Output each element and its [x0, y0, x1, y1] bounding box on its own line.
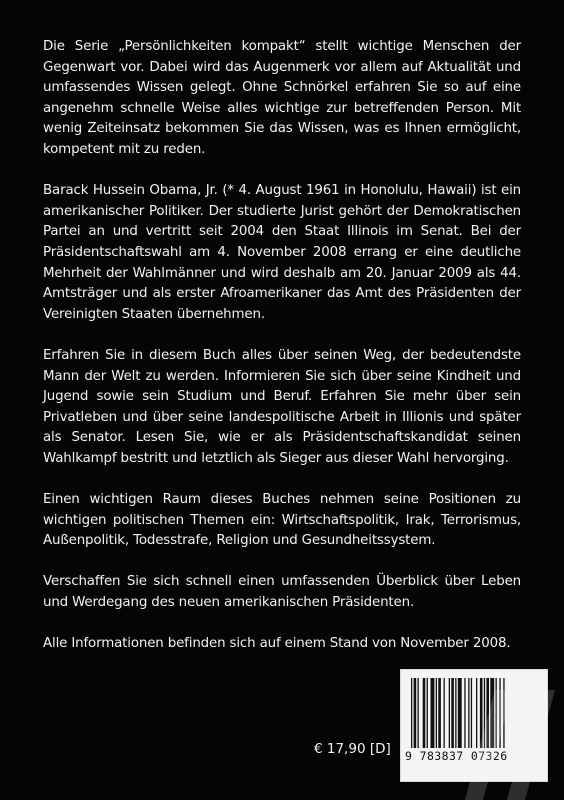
- barcode-bar: [464, 678, 465, 748]
- barcode-bar: [471, 678, 472, 748]
- barcode-bar: [411, 678, 412, 748]
- barcode-bar: [476, 678, 477, 748]
- blurb-text: [43, 37, 521, 675]
- barcode-bar: [431, 678, 435, 748]
- barcode-bar: [468, 678, 469, 748]
- blurb-paragraph-positions: Einen wichtigen Raum dieses Buches nehmen seine Positionen zu wichtigen politischen Themen ein: Wirtschaftspolitik, Irak, Terrorismus, Außenpolitik, Todesstrafe, Religion und Gesundheitssystem.: [43, 492, 521, 549]
- barcode-bar: [451, 678, 454, 748]
- price-label: € 17,90 [D]: [314, 741, 391, 757]
- barcode-bar: [436, 678, 437, 748]
- blurb-paragraph-overview: Verschaffen Sie sich schnell einen umfassenden Überblick über Leben und Werdegang des neuen amerikanischen Präsidenten.: [43, 574, 521, 611]
- barcode-bar: [427, 678, 428, 748]
- blurb-paragraph-series: Die Serie „Persönlichkeiten kompakt“ stellt wichtige Menschen der Gegenwart vor. Dabei wird das Augenmerk vor allem auf Aktualität und umfassendes Wissen gelegt. Ohne Schnörkel erfahren Sie so auf eine angenehm schnelle Weise alles wichtige zur betreffenden Person. Mit wenig Zeiteinsatz bekommen Sie das Wissen, was es Ihnen ermöglicht, kompetent mit zu reden.: [43, 39, 521, 157]
- barcode-bar: [499, 678, 500, 748]
- blurb-paragraph-date: Alle Informationen befinden sich auf einem Stand von November 2008.: [43, 636, 511, 652]
- blurb-paragraph-contents: Erfahren Sie in diesem Buch alles über seinen Weg, der bedeutendste Mann der Welt zu werden. Informieren Sie sich über seine Kindheit und Jugend sowie sein Studium und Beruf. Erfahren Sie mehr über sein Privatleben und über seine landespolitische Arbeit in Illionis und später als Senator. Lesen Sie, wie er als Präsidentschaftskandidat seinen Wahlkampf bestritt und letztlich als Sieger aus dieser Wahl hervorging.: [43, 347, 521, 466]
- barcode-bar: [423, 678, 426, 748]
- blurb-paragraph-biography: Barack Hussein Obama, Jr. (* 4. August 1961 in Honolulu, Hawaii) ist ein amerikanischer Politiker. Der studierte Jurist gehört der Demokratischen Partei an und vertritt seit 2004 den Staat Illinois im Senat. Bei der Präsidentschaftswahl am 4. November 2008 errang er eine deutliche Mehrheit der Wahlmänner und wird deshalb am 20. Januar 2009 als 44. Amtsträger und als erster Afroamerikaner das Amt des Präsidenten der Vereinigten Staaten übernehmen.: [43, 183, 521, 322]
- barcode-label: [401, 670, 547, 781]
- isbn-barcode: [409, 678, 539, 748]
- barcode-bar: [496, 678, 497, 748]
- barcode-bar: [449, 678, 450, 748]
- barcode-bar: [418, 678, 419, 748]
- barcode-bar: [414, 678, 417, 748]
- barcode-bar: [484, 678, 485, 748]
- barcode-bar: [444, 678, 445, 748]
- barcode-bar: [503, 678, 504, 748]
- barcode-bar: [455, 678, 456, 748]
- barcode-bar: [438, 678, 441, 748]
- barcode-bar: [490, 678, 494, 748]
- isbn-number: 9 783837 07326: [405, 749, 508, 763]
- barcode-bar: [458, 678, 462, 748]
- barcode-bar: [486, 678, 489, 748]
- barcode-bar: [480, 678, 483, 748]
